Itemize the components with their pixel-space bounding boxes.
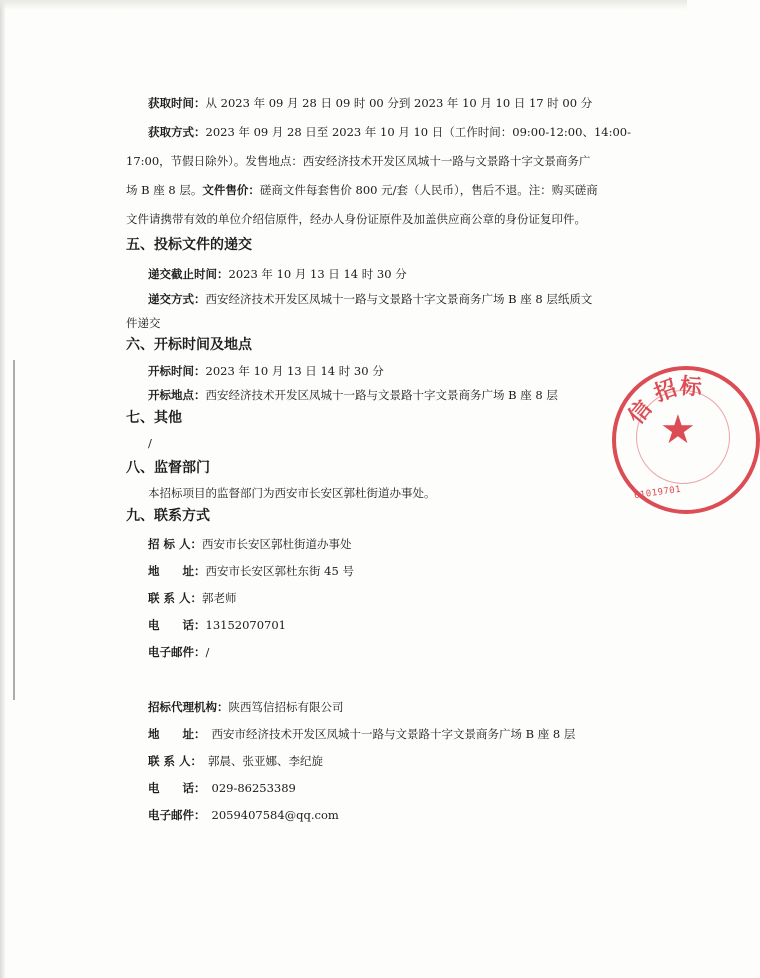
agency-name-value: 陕西笃信招标有限公司 — [228, 700, 344, 714]
opening-place-value: 西安经济技术开发区凤城十一路与文景路十字文景商务广场 B 座 8 层 — [205, 388, 558, 402]
tenderer-phone-value: 13152070701 — [205, 618, 286, 632]
submission-deadline-label: 递交截止时间： — [148, 267, 229, 281]
fetch-method-line2b: 西安经济技术开发区凤城十一路与文景路十字文景商务广 — [302, 154, 591, 168]
agency-address-line — [148, 727, 575, 741]
section-7-heading: 七、其他 — [126, 410, 182, 426]
section-9-heading: 九、联系方式 — [126, 508, 210, 524]
fetch-method-line-1 — [148, 125, 631, 139]
opening-time-line — [148, 364, 384, 378]
seal-star-icon: ★ — [660, 407, 696, 453]
tenderer-address-line — [148, 564, 354, 578]
opening-place-label: 开标地点： — [148, 388, 206, 402]
submission-method-line-1 — [148, 292, 592, 306]
fetch-method-line1: 2023 年 09 月 28 日至 2023 年 10 月 10 日（工作时间：09:00-12:00、14:00- — [205, 125, 631, 139]
agency-phone-value: 029-86253389 — [211, 781, 296, 795]
tenderer-phone-label: 电 话： — [148, 618, 206, 632]
agency-address-label: 地 址： — [148, 727, 206, 741]
seal-char-3: 标 — [678, 374, 703, 401]
tenderer-email-line — [148, 645, 209, 659]
tenderer-name-line — [148, 537, 352, 551]
agency-email-label: 电子邮件： — [148, 808, 206, 822]
opening-time-label: 开标时间： — [148, 364, 206, 378]
agency-contact-label: 联 系 人： — [148, 754, 203, 768]
fetch-method-line3b: 磋商文件每套售价 800 元/套（人民币），售后不退。注：购买磋商 — [259, 183, 598, 197]
submission-method-label: 递交方式： — [148, 292, 206, 306]
agency-contact-line — [148, 754, 323, 768]
fetch-method-line-4: 文件请携带有效的单位介绍信原件，经办人身份证原件及加盖供应商公章的身份证复印件。 — [126, 212, 586, 226]
agency-email-line — [148, 808, 339, 822]
tenderer-name-value: 西安市长安区郭杜街道办事处 — [202, 537, 352, 551]
fetch-time-line — [148, 96, 592, 110]
tenderer-contact-label: 联 系 人： — [148, 591, 203, 605]
tenderer-address-label: 地 址： — [148, 564, 206, 578]
submission-method-line-2: 件递交 — [126, 316, 161, 330]
fetch-method-line-3 — [126, 183, 598, 197]
opening-time-value: 2023 年 10 月 13 日 14 时 30 分 — [205, 364, 384, 378]
tenderer-contact-value: 郭老师 — [202, 591, 237, 605]
fetch-method-line3a: 场 B 座 8 层。 — [126, 183, 203, 197]
seal-char-1: 信 — [623, 396, 658, 430]
tenderer-phone-line — [148, 618, 286, 632]
fetch-time-label: 获取时间： — [148, 96, 206, 110]
section-8-content: 本招标项目的监督部门为西安市长安区郭杜街道办事处。 — [148, 486, 436, 500]
section-8-heading: 八、监督部门 — [126, 460, 210, 476]
fetch-method-label: 获取方式： — [148, 125, 206, 139]
tenderer-contact-line — [148, 591, 237, 605]
seal-code: 61019701 — [633, 484, 682, 502]
fetch-method-line-2 — [126, 154, 590, 168]
price-label: 文件售价： — [202, 183, 260, 197]
submission-method-value-1: 西安经济技术开发区凤城十一路与文景路十字文景商务广场 B 座 8 层纸质文 — [205, 292, 593, 306]
section-5-heading: 五、投标文件的递交 — [126, 237, 252, 253]
tenderer-email-value: / — [205, 645, 210, 659]
agency-phone-label: 电 话： — [148, 781, 206, 795]
seal-char-2: 招 — [651, 375, 681, 407]
agency-phone-line — [148, 781, 296, 795]
agency-name-line — [148, 700, 344, 714]
submission-deadline-line — [148, 267, 407, 281]
tenderer-address-value: 西安市长安区郭杜东街 45 号 — [205, 564, 354, 578]
fetch-method-line2a: 17:00，节假日除外）。发售地点： — [126, 154, 303, 168]
agency-name-label: 招标代理机构： — [148, 700, 229, 714]
fetch-time-value: 从 2023 年 09 月 28 日 09 时 00 分到 2023 年 10 月 10 日 17 时 00 分 — [205, 96, 593, 110]
scan-edge-shadow — [0, 0, 6, 978]
section-7-content: / — [148, 436, 152, 450]
agency-email-value: 2059407584@qq.com — [211, 808, 339, 822]
agency-address-value: 西安市经济技术开发区凤城十一路与文景路十字文景商务广场 B 座 8 层 — [211, 727, 576, 741]
tenderer-email-label: 电子邮件： — [148, 645, 206, 659]
scan-margin-line — [13, 360, 15, 700]
company-seal-stamp — [612, 366, 760, 514]
opening-place-line — [148, 388, 558, 402]
section-6-heading: 六、开标时间及地点 — [126, 337, 252, 353]
tenderer-name-label: 招 标 人： — [148, 537, 203, 551]
scan-top-smudge — [0, 0, 687, 10]
agency-contact-value: 郭晨、张亚娜、李纪旋 — [208, 754, 324, 768]
submission-deadline-value: 2023 年 10 月 13 日 14 时 30 分 — [228, 267, 407, 281]
